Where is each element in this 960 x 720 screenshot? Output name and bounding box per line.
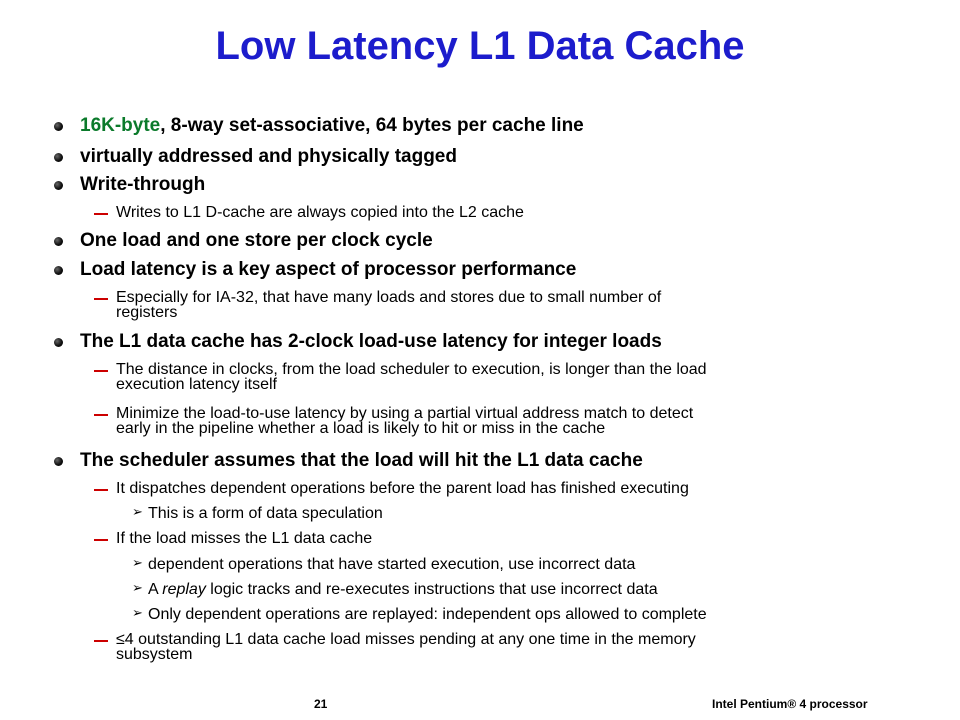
arrow-item-incorrect-data: dependent operations that have started execution, use incorrect data: [148, 556, 636, 573]
arrowhead-icon: ➢: [132, 606, 143, 621]
dash-icon: [94, 213, 108, 215]
sub-bullet-outstanding-line1: ≤4 outstanding L1 data cache load misses pending at any one time in the memory: [116, 631, 696, 648]
page-number: 21: [314, 697, 328, 711]
arrowhead-icon: ➢: [132, 581, 143, 596]
sub-bullet-ia32-line1: Especially for IA-32, that have many loads and stores due to small number of: [116, 289, 662, 306]
round-bullet-icon: [54, 153, 63, 162]
highlight-text: 16K-byte: [80, 115, 161, 136]
sub-bullet-write-through: Writes to L1 D-cache are always copied into the L2 cache: [116, 204, 524, 221]
round-bullet-icon: [54, 266, 63, 275]
round-bullet-icon: [54, 122, 63, 131]
sub-bullet-minimize-line1: Minimize the load-to-use latency by using a partial virtual address match to detect: [116, 405, 694, 422]
dash-icon: [94, 414, 108, 416]
round-bullet-icon: [54, 237, 63, 246]
round-bullet-icon: [54, 457, 63, 466]
sub-bullet-outstanding-line2: subsystem: [116, 646, 193, 663]
dash-icon: [94, 298, 108, 300]
round-bullet-icon: [54, 181, 63, 190]
replay-suffix: logic tracks and re-executes instructions that use incorrect data: [205, 581, 658, 598]
arrow-item-replay: [148, 581, 658, 599]
bullet-load-latency: Load latency is a key aspect of processor performance: [80, 259, 577, 280]
bullet-cache-size: [80, 115, 584, 137]
slide-title: Low Latency L1 Data Cache: [215, 24, 745, 68]
sub-bullet-load-misses: If the load misses the L1 data cache: [116, 530, 373, 547]
sub-bullet-ia32-line2: registers: [116, 304, 178, 321]
arrow-item-speculation: This is a form of data speculation: [148, 505, 383, 522]
replay-emphasis: replay: [162, 581, 206, 598]
arrow-item-only-dependent: Only dependent operations are replayed: independent ops allowed to complete: [148, 606, 707, 623]
bullet-addressing: virtually addressed and physically tagged: [80, 146, 457, 167]
bullet-write-through: Write-through: [80, 174, 206, 195]
bullet-2-clock-latency: The L1 data cache has 2-clock load-use latency for integer loads: [80, 331, 662, 352]
dash-icon: [94, 370, 108, 372]
sub-bullet-dispatches: It dispatches dependent operations before the parent load has finished executing: [116, 480, 689, 497]
footer-text: Intel Pentium® 4 processor: [712, 697, 868, 711]
arrowhead-icon: ➢: [132, 505, 143, 520]
bullet-load-store: One load and one store per clock cycle: [80, 230, 433, 251]
bullet-text: , 8-way set-associative, 64 bytes per cache line: [160, 115, 584, 136]
round-bullet-icon: [54, 338, 63, 347]
dash-icon: [94, 640, 108, 642]
dash-icon: [94, 489, 108, 491]
sub-bullet-distance-line2: execution latency itself: [116, 376, 277, 393]
arrowhead-icon: ➢: [132, 556, 143, 571]
replay-prefix: A: [148, 581, 163, 598]
sub-bullet-distance-line1: The distance in clocks, from the load scheduler to execution, is longer than the load: [116, 361, 707, 378]
sub-bullet-minimize-line2: early in the pipeline whether a load is likely to hit or miss in the cache: [116, 420, 606, 437]
bullet-scheduler-assumes: The scheduler assumes that the load will hit the L1 data cache: [80, 450, 643, 471]
dash-icon: [94, 539, 108, 541]
